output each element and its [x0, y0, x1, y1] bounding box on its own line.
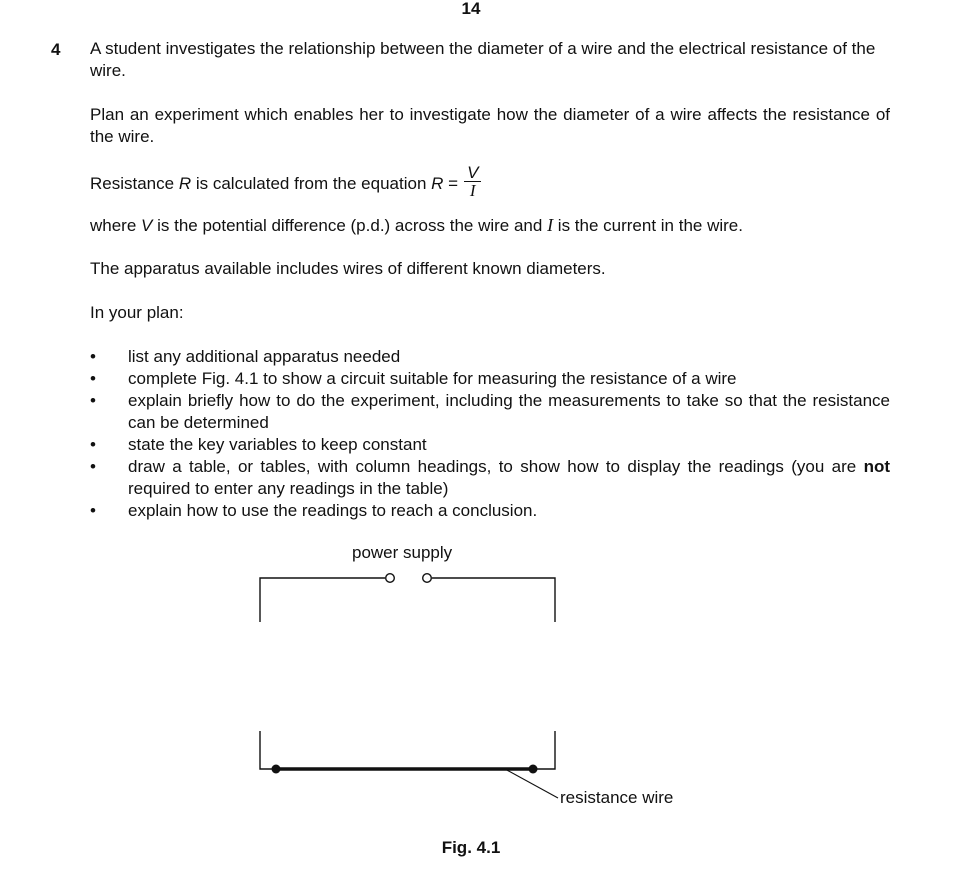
bullet-text: list any additional apparatus needed [128, 347, 401, 366]
bullet-text-rest: required to enter any readings in the table) [128, 479, 449, 498]
question-plan: Plan an experiment which enables her to investigate how the diameter of a wire affects the resistance of the wire. [90, 105, 890, 146]
question-intro: A student investigates the relationship between the diameter of a wire and the electrical resistance of the wire. [90, 39, 876, 80]
right-bottom-wire [533, 731, 555, 769]
fraction-numerator: V [464, 164, 481, 182]
where-text-2: is the potential difference (p.d.) across the wire and [152, 216, 548, 235]
power-terminal-right [423, 574, 432, 583]
question-number: 4 [51, 40, 61, 59]
where-text-3: is the current in the wire. [553, 216, 743, 235]
left-top-wire [260, 578, 385, 622]
bullet-glyph: • [90, 435, 96, 454]
bullet-glyph: • [90, 391, 96, 410]
resistance-wire-label: resistance wire [560, 788, 674, 807]
equation-equals: = [443, 173, 459, 193]
bullet-text: explain briefly how to do the experiment, including the measurements to take so that the resistance can be determined [128, 391, 890, 432]
bullet-glyph: • [90, 501, 96, 520]
bullet-glyph: • [90, 347, 96, 366]
wire-junction-right [529, 765, 538, 774]
equation-r-symbol-2: R [431, 173, 444, 193]
in-your-plan: In your plan: [90, 303, 184, 322]
figure-caption: Fig. 4.1 [441, 838, 501, 857]
wire-junction-left [272, 765, 281, 774]
power-supply-label: power supply [352, 543, 453, 562]
fraction-denominator: I [469, 181, 476, 200]
page-number: 14 [461, 0, 481, 18]
where-v-symbol: V [141, 216, 153, 235]
where-i-symbol: I [547, 215, 554, 235]
where-text-1: where [90, 216, 142, 235]
apparatus-line: The apparatus available includes wires of different known diameters. [90, 259, 606, 278]
left-bottom-wire [260, 731, 276, 769]
bullet-text: complete Fig. 4.1 to show a circuit suitable for measuring the resistance of a wire [128, 369, 737, 388]
bullet-text: draw a table, or tables, with column headings, to show how to display the readings (you are [128, 457, 864, 476]
equation-prefix: Resistance [90, 173, 179, 193]
equation-r-symbol: R [178, 173, 192, 193]
resistance-wire-leader [505, 769, 558, 798]
bullet-bold-not: not [863, 457, 890, 476]
bullet-text: state the key variables to keep constant [128, 435, 427, 454]
power-terminal-left [386, 574, 395, 583]
right-top-wire [432, 578, 555, 622]
bullet-text: explain how to use the readings to reach a conclusion. [128, 501, 538, 520]
equation-middle: is calculated from the equation [191, 173, 432, 193]
bullet-glyph: • [90, 457, 96, 476]
bullet-glyph: • [90, 369, 96, 388]
